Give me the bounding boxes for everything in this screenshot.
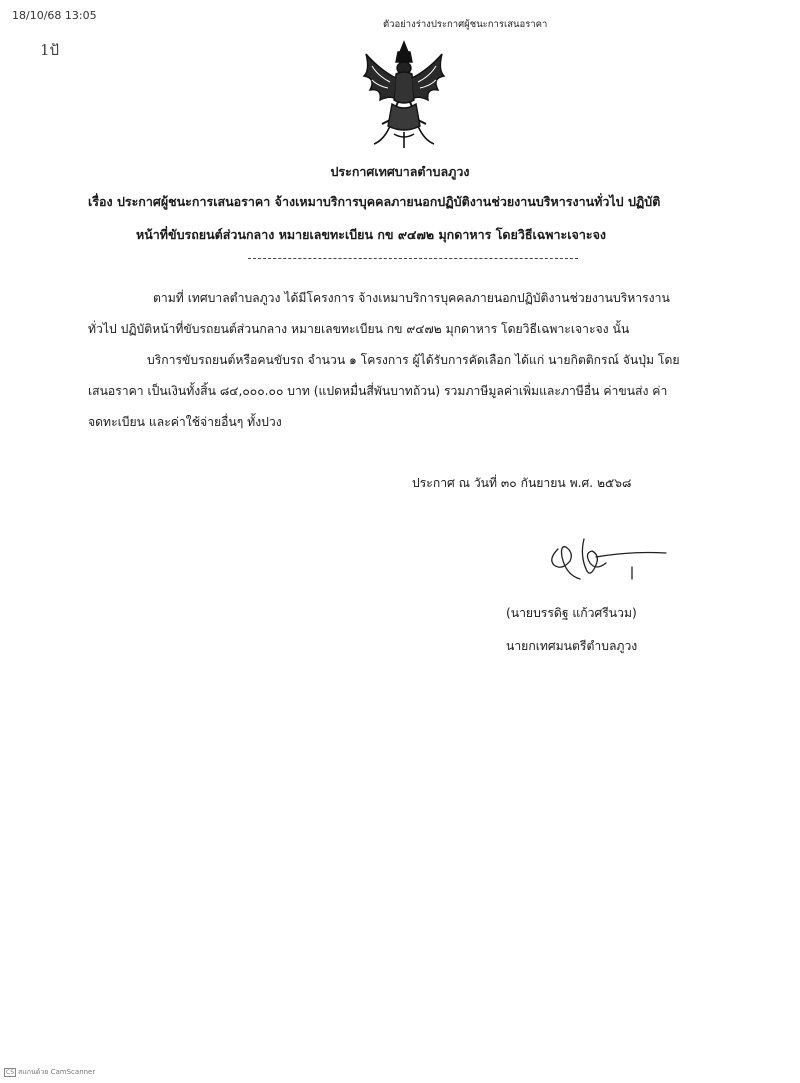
body-line-5: จดทะเบียน และค่าใช้จ่ายอื่นๆ ทั้งปวง xyxy=(88,415,282,429)
body-line-2: ทั่วไป ปฏิบัติหน้าที่ขับรถยนต์ส่วนกลาง หมายเลขทะเบียน กข ๙๔๗๒ มุกดาหาร โดยวิธีเฉพาะเจาะจง นั้น xyxy=(88,322,630,336)
subject-line-2: หน้าที่ขับรถยนต์ส่วนกลาง หมายเลขทะเบียน กข ๙๔๗๒ มุกดาหาร โดยวิธีเฉพาะเจาะจง xyxy=(136,227,607,242)
document-label: ตัวอย่างร่างประกาศผู้ชนะการเสนอราคา xyxy=(383,19,548,30)
signer-name: (นายบรรดิฐ แก้วศรีนวม) xyxy=(506,606,637,620)
scanner-badge: CS xyxy=(6,1069,14,1076)
handwritten-signature-icon xyxy=(540,535,670,590)
subject-line-1: เรื่อง ประกาศผู้ชนะการเสนอราคา จ้างเหมาบริการบุคคลภายนอกปฏิบัติงานช่วยงานบริหารงานทั่วไป ปฏิบัติ xyxy=(88,194,661,209)
signer-position: นายกเทศมนตรีตำบลภูวง xyxy=(506,639,638,653)
issuer-heading: ประกาศเทศบาลตำบลภูวง xyxy=(330,164,470,179)
timestamp: 18/10/68 13:05 xyxy=(12,9,97,22)
body-line-3: บริการขับรถยนต์หรือคนขับรถ จำนวน ๑ โครงการ ผู้ได้รับการคัดเลือก ได้แก่ นายกิตติกรณ์ จันปุ่ม โดย xyxy=(147,353,680,367)
scanner-text: สแกนด้วย CamScanner xyxy=(18,1068,96,1076)
dashed-divider xyxy=(248,258,578,259)
handwritten-mark: 1ปั xyxy=(40,41,60,59)
body-line-1: ตามที่ เทศบาลตำบลภูวง ได้มีโครงการ จ้างเหมาบริการบุคคลภายนอกปฏิบัติงานช่วยงานบริหารงาน xyxy=(153,291,670,305)
body-line-4: เสนอราคา เป็นเงินทั้งสิ้น ๘๔,๐๐๐.๐๐ บาท (แปดหมื่นสี่พันบาทถ้วน) รวมภาษีมูลค่าเพิ่มและภาษีอื่น ค่าขนส่ง ค่า xyxy=(88,384,668,398)
garuda-emblem-icon xyxy=(360,40,448,150)
scanner-watermark xyxy=(4,1067,95,1078)
announcement-date: ประกาศ ณ วันที่ ๓๐ กันยายน พ.ศ. ๒๕๖๘ xyxy=(412,476,632,490)
